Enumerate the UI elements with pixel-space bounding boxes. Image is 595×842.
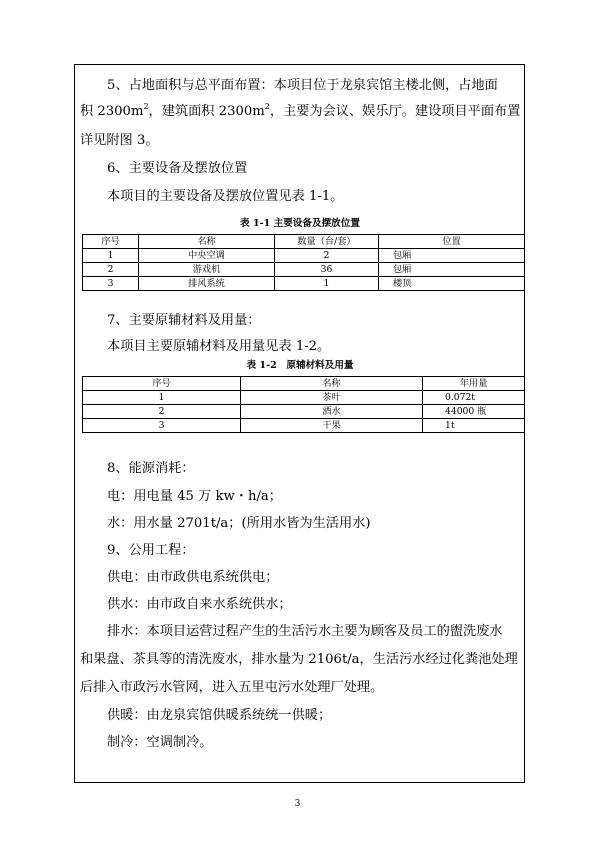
sec5-line2-b: ，建筑面积 2300m bbox=[148, 104, 265, 119]
table-cell: 3 bbox=[83, 419, 241, 433]
table-cell: 1t bbox=[423, 419, 525, 433]
table-header-cell: 序号 bbox=[83, 377, 241, 391]
sup-2b: 2 bbox=[264, 102, 270, 111]
equipment-table bbox=[82, 234, 525, 291]
table-row bbox=[83, 391, 525, 405]
sec5-line2-c: ，主要为会议、娱乐厅。建设项目平面布置 bbox=[269, 104, 521, 119]
table-row bbox=[83, 405, 525, 419]
table-cell: 1 bbox=[83, 249, 139, 263]
table-header-cell: 数量（台/套） bbox=[275, 235, 379, 249]
sec9-cooling: 制冷：空调制冷。 bbox=[107, 735, 213, 750]
table-header-cell: 序号 bbox=[83, 235, 139, 249]
sec8-power: 电：用电量 45 万 kw・h/a； bbox=[107, 489, 282, 504]
table-cell: 2 bbox=[83, 263, 139, 277]
table-cell: 3 bbox=[83, 277, 139, 291]
table1-caption: 表 1-1 主要设备及摆放位置 bbox=[240, 218, 360, 229]
table-cell: 楼顶 bbox=[379, 277, 525, 291]
table-cell: 2 bbox=[275, 249, 379, 263]
page-number: 3 bbox=[294, 799, 301, 809]
table-row bbox=[83, 277, 525, 291]
sec9-drain-line3: 后排入市政污水管网，进入五里屯污水处理厂处理。 bbox=[80, 680, 384, 695]
table-header-cell: 年用量 bbox=[423, 377, 525, 391]
table-cell: 酒水 bbox=[241, 405, 423, 419]
sec9-power-supply: 供电：由市政供电系统供电； bbox=[107, 570, 279, 585]
sec9-heating: 供暖：由龙泉宾馆供暖系统统一供暖； bbox=[107, 708, 332, 723]
table-cell: 1 bbox=[83, 391, 241, 405]
sup-2: 2 bbox=[143, 102, 149, 111]
sec6-heading: 6、主要设备及摆放位置 bbox=[107, 161, 248, 176]
table-header-cell: 名称 bbox=[241, 377, 423, 391]
sec9-water-supply: 供水：由市政自来水系统供水； bbox=[107, 597, 292, 612]
sec5-line1: 5、占地面积与总平面布置：本项目位于龙泉宾馆主楼北侧，占地面 bbox=[107, 78, 498, 93]
sec5-line2 bbox=[80, 100, 520, 124]
table-cell: 2 bbox=[83, 405, 241, 419]
sec9-drain-line1: 排水：本项目运营过程产生的生活污水主要为顾客及员工的盥洗废水 bbox=[107, 624, 503, 639]
table-cell: 36 bbox=[275, 263, 379, 277]
sec8-water: 水：用水量 2701t/a；(所用水皆为生活用水) bbox=[107, 516, 371, 531]
table-cell: 1 bbox=[275, 277, 379, 291]
table-row bbox=[83, 419, 525, 433]
table-header-cell: 名称 bbox=[139, 235, 275, 249]
sec9-drain-line2: 和果盘、茶具等的清洗废水，排水量为 2106t/a，生活污水经过化粪池处理 bbox=[80, 652, 518, 667]
table-cell: 茶叶 bbox=[241, 391, 423, 405]
table-cell: 44000 瓶 bbox=[423, 405, 525, 419]
table-cell: 游戏机 bbox=[139, 263, 275, 277]
table-header-row bbox=[83, 377, 525, 391]
table-cell: 包厢 bbox=[379, 249, 525, 263]
table-cell: 中央空调 bbox=[139, 249, 275, 263]
sec7-intro: 本项目主要原辅材料及用量见表 1-2。 bbox=[107, 339, 331, 354]
table-cell: 干果 bbox=[241, 419, 423, 433]
sec9-heading: 9、公用工程： bbox=[107, 543, 195, 558]
table-cell: 包厢 bbox=[379, 263, 525, 277]
materials-table bbox=[82, 376, 525, 433]
sec5-line2-a: 积 2300m bbox=[80, 104, 144, 119]
sec8-heading: 8、能源消耗： bbox=[107, 461, 195, 476]
sec5-line3: 详见附图 3。 bbox=[80, 133, 159, 148]
sec6-intro: 本项目的主要设备及摆放位置见表 1-1。 bbox=[107, 189, 344, 204]
table-cell: 0.072t bbox=[423, 391, 525, 405]
table-header-row bbox=[83, 235, 525, 249]
table-row bbox=[83, 263, 525, 277]
table-header-cell: 位置 bbox=[379, 235, 525, 249]
table2-caption: 表 1-2 原辅材料及用量 bbox=[246, 360, 354, 371]
sec7-heading: 7、主要原辅材料及用量： bbox=[107, 313, 261, 328]
table-row bbox=[83, 249, 525, 263]
table-cell: 排风系统 bbox=[139, 277, 275, 291]
